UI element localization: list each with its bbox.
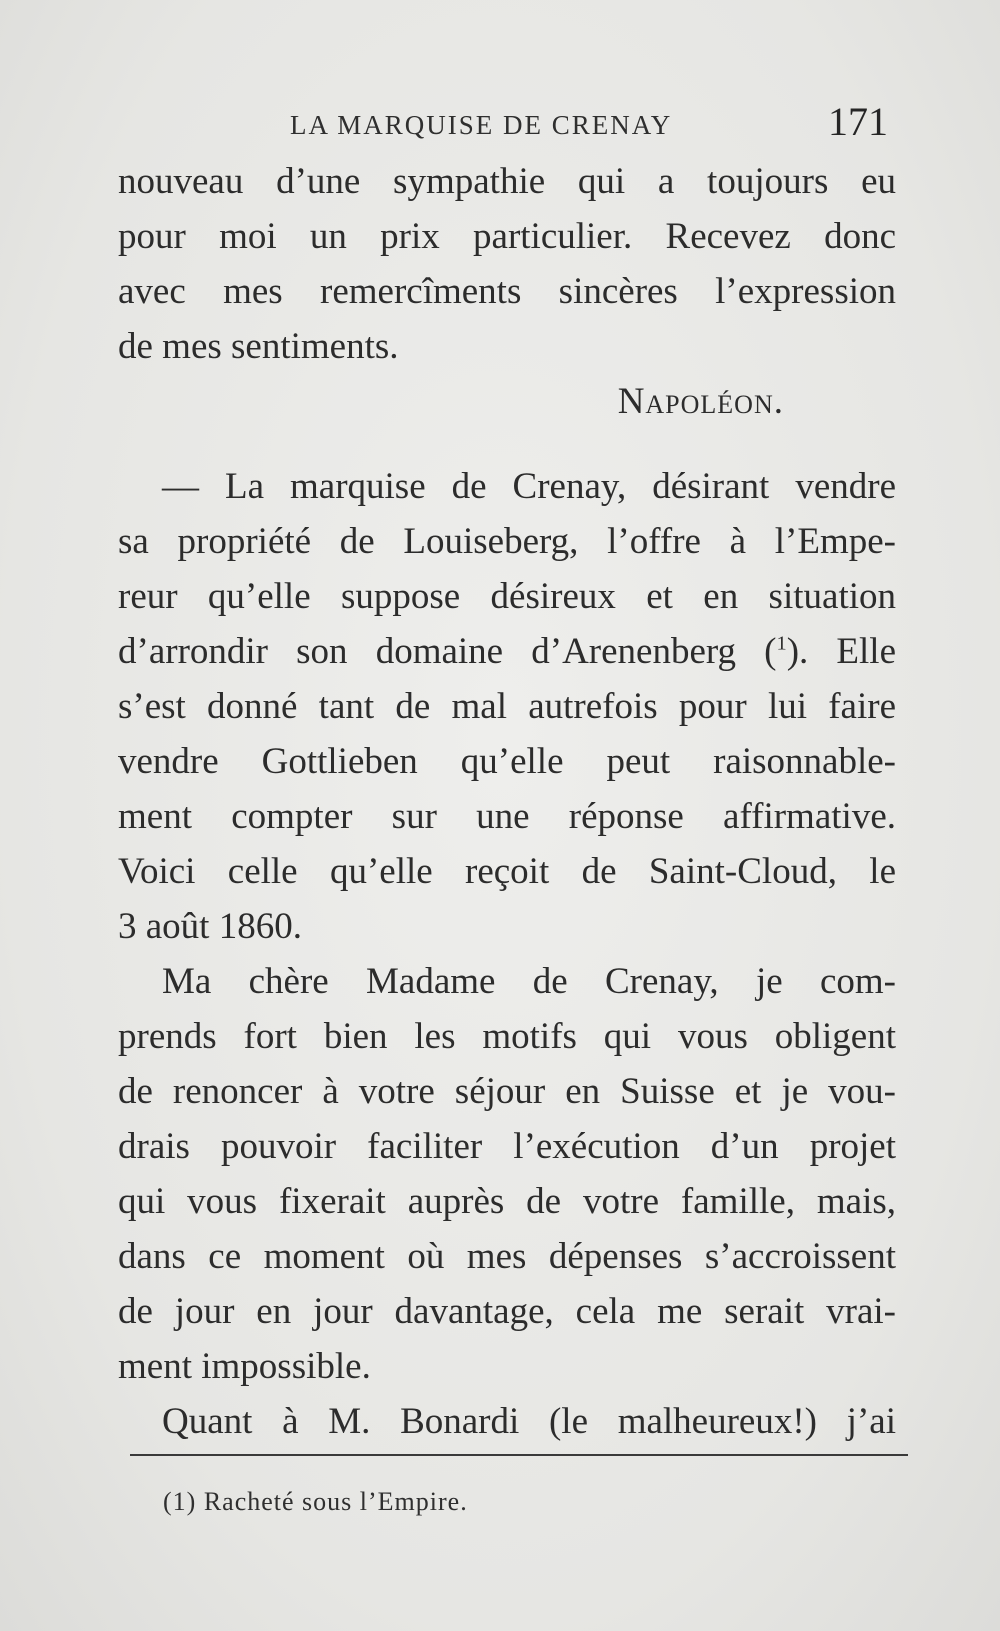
text-fragment: d’arrondir son domaine d’Arenenberg ( — [118, 631, 777, 672]
text-line: qui vous fixerait auprès de votre famille, mais, — [118, 1181, 896, 1222]
body-text — [118, 154, 896, 1449]
text-line: — La marquise de Crenay, désirant vendre — [162, 466, 896, 507]
text-line: 3 août 1860. — [118, 906, 302, 947]
page-number: 171 — [828, 99, 888, 144]
text-fragment: ). Elle — [786, 631, 896, 672]
text-line: reur qu’elle suppose désireux et en situation — [118, 576, 896, 617]
text-line: dans ce moment où mes dépenses s’accroissent — [118, 1236, 896, 1277]
text-line: nouveau d’une sympathie qui a toujours eu — [118, 161, 896, 202]
text-line: Ma chère Madame de Crenay, je com- — [162, 961, 896, 1002]
footnote-reference: 1 — [776, 632, 787, 655]
text-line: Voici celle qu’elle reçoit de Saint-Cloud, le — [118, 851, 896, 892]
text-line: de renoncer à votre séjour en Suisse et je vou- — [118, 1071, 896, 1112]
text-line: pour moi un prix particulier. Recevez donc — [118, 216, 896, 257]
text-line: de jour en jour davantage, cela me serait vrai- — [118, 1291, 896, 1332]
running-header — [118, 98, 888, 148]
text-line: s’est donné tant de mal autrefois pour lui faire — [118, 686, 896, 727]
text-line-with-footnote-ref — [118, 624, 896, 679]
text-line: sa propriété de Louiseberg, l’offre à l’Empe- — [118, 521, 896, 562]
text-line: vendre Gottlieben qu’elle peut raisonnable- — [118, 741, 896, 782]
letter-signature: Napoléon. — [617, 381, 784, 422]
running-title: LA MARQUISE DE CRENAY — [290, 110, 673, 140]
text-line: Quant à M. Bonardi (le malheureux!) j’ai — [162, 1401, 896, 1442]
footnote-divider — [130, 1454, 908, 1456]
footnote: (1) Racheté sous l’Empire. — [163, 1487, 468, 1516]
paragraph-spacer — [118, 429, 896, 459]
text-line: ment compter sur une réponse affirmative. — [118, 796, 896, 837]
text-line: ment impossible. — [118, 1346, 371, 1387]
text-line: prends fort bien les motifs qui vous obligent — [118, 1016, 896, 1057]
text-line: drais pouvoir faciliter l’exécution d’un projet — [118, 1126, 896, 1167]
text-line: de mes sentiments. — [118, 326, 399, 367]
text-line: avec mes remercîments sincères l’expression — [118, 271, 896, 312]
